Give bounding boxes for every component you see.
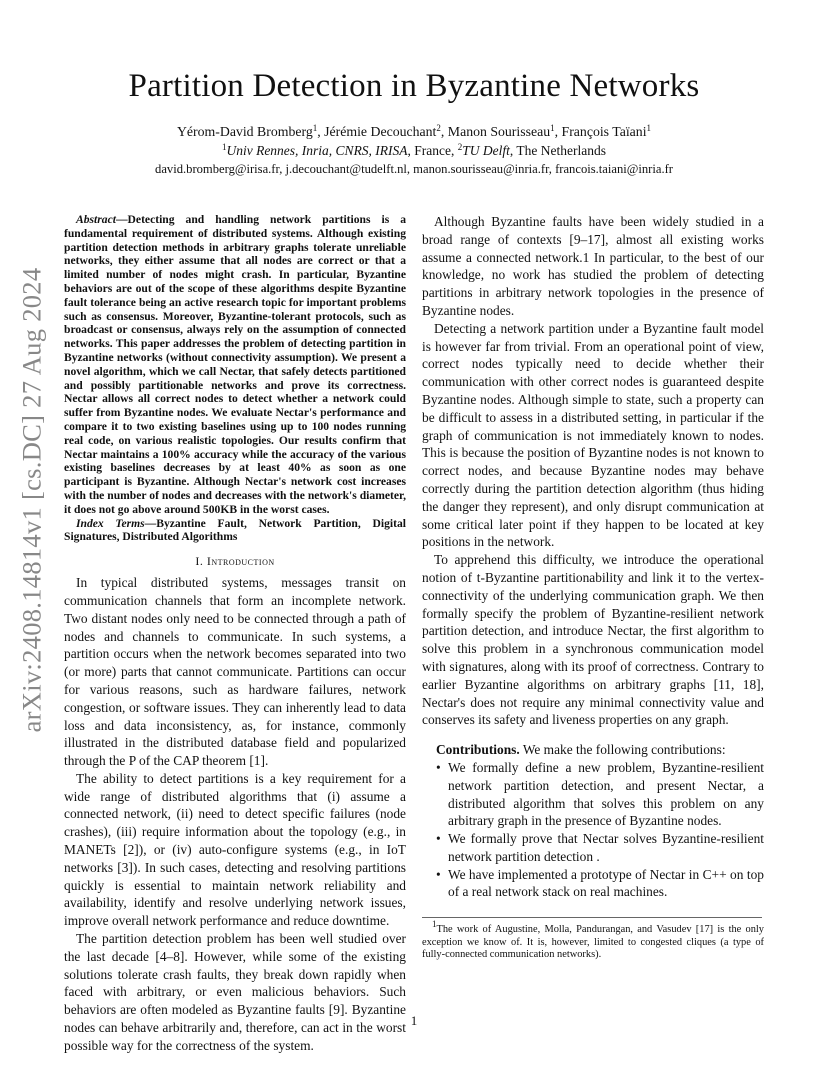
paragraph: The ability to detect partitions is a key requirement for a wide range of distributed algorithms that (i) assume a connected network, (ii) need to detect specific failures (node crashes), (iii) require information about the topology (e.g., in MANETs [2]), or (iv) auto-configure systems (e.g., in IoT networks [3]). In such cases, detecting and resolving partitions quickly is essential to maintain network reliability and availability, identify and resolve underlying network issues, improve overall network performance and reduce downtime. bbox=[64, 770, 406, 929]
contributions-text: We make the following contributions: bbox=[522, 742, 726, 758]
contributions-label: Contributions. bbox=[436, 742, 520, 758]
affiliation-country: , The Netherlands bbox=[509, 143, 607, 158]
contributions-intro bbox=[422, 741, 764, 759]
index-terms-text: Byzantine Fault, Network Partition, Digital Signatures, Distributed Algorithms bbox=[64, 516, 406, 544]
affiliation-mark: 1 bbox=[221, 142, 227, 152]
affiliation-country: , France, bbox=[407, 143, 458, 158]
paragraph: In typical distributed systems, messages transit on communication channels that form an incomplete network. Two distant nodes only need to be connected through a path of nodes and channels to communicate. In such systems, a partition occurs when the network becomes separated into two (or more) parts that cannot communicate. Partitions can occur for various reasons, such as hardware failures, network congestion, or software issues. They can inherently lead to data loss and data inconsistency, as, for instance, commonly illustrated in the distributed database field and popularized through the P of the CAP theorem [1]. bbox=[64, 575, 406, 769]
paragraph: To apprehend this difficulty, we introduce the operational notion of t-Byzantine partitionability and link it to the vertex-connectivity of the underlying communication graph. We then formally specify the problem of Byzantine-resilient network partition detection, and introduce Nectar, the first algorithm to solve this problem in a synchronous communication model with signatures, along with its proof of correctness. Contrary to earlier Byzantine algorithms on arbitrary graphs [11, 18], Nectar's does not require any minimal connectivity value and conserves its safety and liveness properties on any graph. bbox=[422, 552, 764, 728]
affiliation-mark: 1 bbox=[312, 123, 318, 133]
affiliation-mark: 2 bbox=[436, 123, 441, 133]
author-name: Yérom-David Bromberg bbox=[176, 124, 313, 139]
list-item: • We formally prove that Nectar solves Byzantine-resilient network partition detection . bbox=[448, 830, 764, 866]
paragraph: Detecting a network partition under a Byzantine fault model is however far from trivial. From an operational point of view, correct nodes typically need to decide whether their communication with other correct nodes is guaranteed despite Byzantine nodes. Although simple to state, such a property can be difficult to assess in a distributed setting, in particular if the graph of communication is not immediately known to nodes. This is because the position of Byzantine nodes is not known to correct nodes, and because Byzantine nodes may behave correctly during the partition detection algorithm (thus hiding the danger they represent), and only disrupt communication at some critical later point if they happen to be located at key positions in the network. bbox=[422, 320, 764, 550]
author-name: Jérémie Decouchant bbox=[324, 124, 437, 139]
abstract-label: Abstract bbox=[76, 213, 116, 226]
affiliation-mark: 1 bbox=[550, 123, 555, 133]
paper-title: Partition Detection in Byzantine Networks bbox=[128, 68, 700, 104]
arxiv-identifier: arXiv:2408.14814v1 [cs.DC] 27 Aug 2024 bbox=[16, 267, 47, 733]
list-item: • We formally define a new problem, Byzantine-resilient network partition detection, and present Nectar, a distributed algorithm that solves this problem on any arbitrary graph in the presence of Byzantine nodes. bbox=[448, 759, 764, 830]
affiliation-name: Univ Rennes, Inria, CNRS, IRISA bbox=[226, 143, 408, 158]
page-number: 1 bbox=[410, 1013, 418, 1028]
left-column bbox=[64, 213, 406, 1055]
paragraph: Although Byzantine faults have been widely studied in a broad range of contexts [9–17], almost all existing works assume a connected network.1 In particular, to the best of our knowledge, no work has studied the problem of detecting partitions in arbitrary network topologies in the presence of Byzantine nodes. bbox=[422, 214, 764, 318]
contributions-list bbox=[422, 759, 764, 901]
arxiv-sidebar bbox=[10, 267, 54, 733]
affiliation-mark: 1 bbox=[646, 123, 652, 133]
footnote-rule bbox=[422, 917, 762, 918]
abstract-text: Detecting and handling network partitions is a fundamental requirement of distributed systems. Although existing partition detection methods in arbitrary graphs tolerate unreliable networks, they either assume that all nodes are correct or that a limited number of nodes might crash. In particular, Byzantine behaviors are out of the scope of these algorithms despite Byzantine fault tolerance being an active research topic for important problems such as consensus. Moreover, Byzantine-tolerant protocols, such as broadcast or consensus, always rely on the assumption of connected networks. This paper addresses the problem of detecting partition in Byzantine networks (without connectivity assumption). We present a novel algorithm, which we call Nectar, that safely detects partitioned and possibly partitionable networks and prove its correctness. Nectar allows all correct nodes to detect whether a network could suffer from Byzantine nodes. We evaluate Nectar's performance and compare it to two existing baselines using up to 100 nodes running real code, on various realistic topologies. Our results confirm that Nectar maintains a 100% accuracy while the accuracy of the various existing baselines decreases by at least 40% as soon as one participant is Byzantine. Although Nectar's network cost increases with the number of nodes and decreases with the network's diameter, it does not go above around 500KB in the worst cases. bbox=[64, 213, 406, 516]
affiliations bbox=[0, 142, 828, 160]
abstract: Abstract—Detecting and handling network partitions is a fundamental requirement of distributed systems. Although existing partition detection methods in arbitrary graphs tolerate unreliable networks, they either assume that all nodes are correct or that a limited number of nodes might crash. In particular, Byzantine behaviors are out of the scope of these algorithms despite Byzantine fault tolerance being an active research topic for important problems such as consensus. Moreover, Byzantine-tolerant protocols, such as broadcast or consensus, always rely on the assumption of connected networks. This paper addresses the problem of detecting partition in Byzantine networks (without connectivity assumption). We present a novel algorithm, which we call Nectar, that safely detects partitioned and possibly partitionable networks and prove its correctness. Nectar allows all correct nodes to detect whether a network could suffer from Byzantine nodes. We evaluate Nectar's performance and compare it to two existing baselines using up to 100 nodes running real code, on various realistic topologies. Our results confirm that Nectar maintains a 100% accuracy while the accuracy of the various existing baselines decreases by at least 40% as soon as one participant is Byzantine. Although Nectar's network cost increases with the number of nodes and decreases with the network's diameter, it does not go above around 500KB in the worst cases. bbox=[64, 213, 406, 516]
right-column bbox=[422, 213, 764, 962]
footnote-text: The work of Augustine, Molla, Pandurangan, and Vasudev [17] is the only exception we know of. It is, however, limited to congested cliques (a type of fully-connected communication networks). bbox=[422, 924, 764, 961]
author-list: Yérom-David Bromberg$^1$, Jérémie Decouchant$^2$, Manon Sourisseau$^1$, François Taïani$^1$ bbox=[176, 123, 652, 139]
index-terms-label: Index Terms bbox=[76, 516, 145, 530]
affiliation-mark: 2 bbox=[457, 142, 463, 152]
affiliation-name: TU Delft bbox=[462, 143, 510, 158]
footnote-mark: 1 bbox=[432, 919, 437, 930]
author-name: Manon Sourisseau bbox=[447, 124, 551, 139]
list-item: • We have implemented a prototype of Nectar in C++ on top of a real network stack on real machines. bbox=[448, 866, 764, 902]
section-heading: I. Introduction bbox=[195, 554, 275, 569]
footnote bbox=[422, 919, 764, 962]
paragraph: The partition detection problem has been well studied over the last decade [4–8]. However, while some of the existing solutions tolerate crash faults, they break down rapidly when faced with arbitrary, or even malicious behaviors. Such behaviors are often modeled as Byzantine faults [9]. Byzantine nodes can behave arbitrarily and, therefore, can act in the worst possible way for the correctness of the system. bbox=[64, 931, 406, 1053]
author-emails: david.bromberg@irisa.fr, j.decouchant@tudelft.nl, manon.sourisseau@inria.fr, francois.taiani@inria.fr bbox=[155, 162, 673, 176]
index-terms: Index Terms—Byzantine Fault, Network Partition, Digital Signatures, Distributed Algorithms bbox=[64, 516, 406, 544]
author-name: François Taïani bbox=[561, 124, 647, 139]
